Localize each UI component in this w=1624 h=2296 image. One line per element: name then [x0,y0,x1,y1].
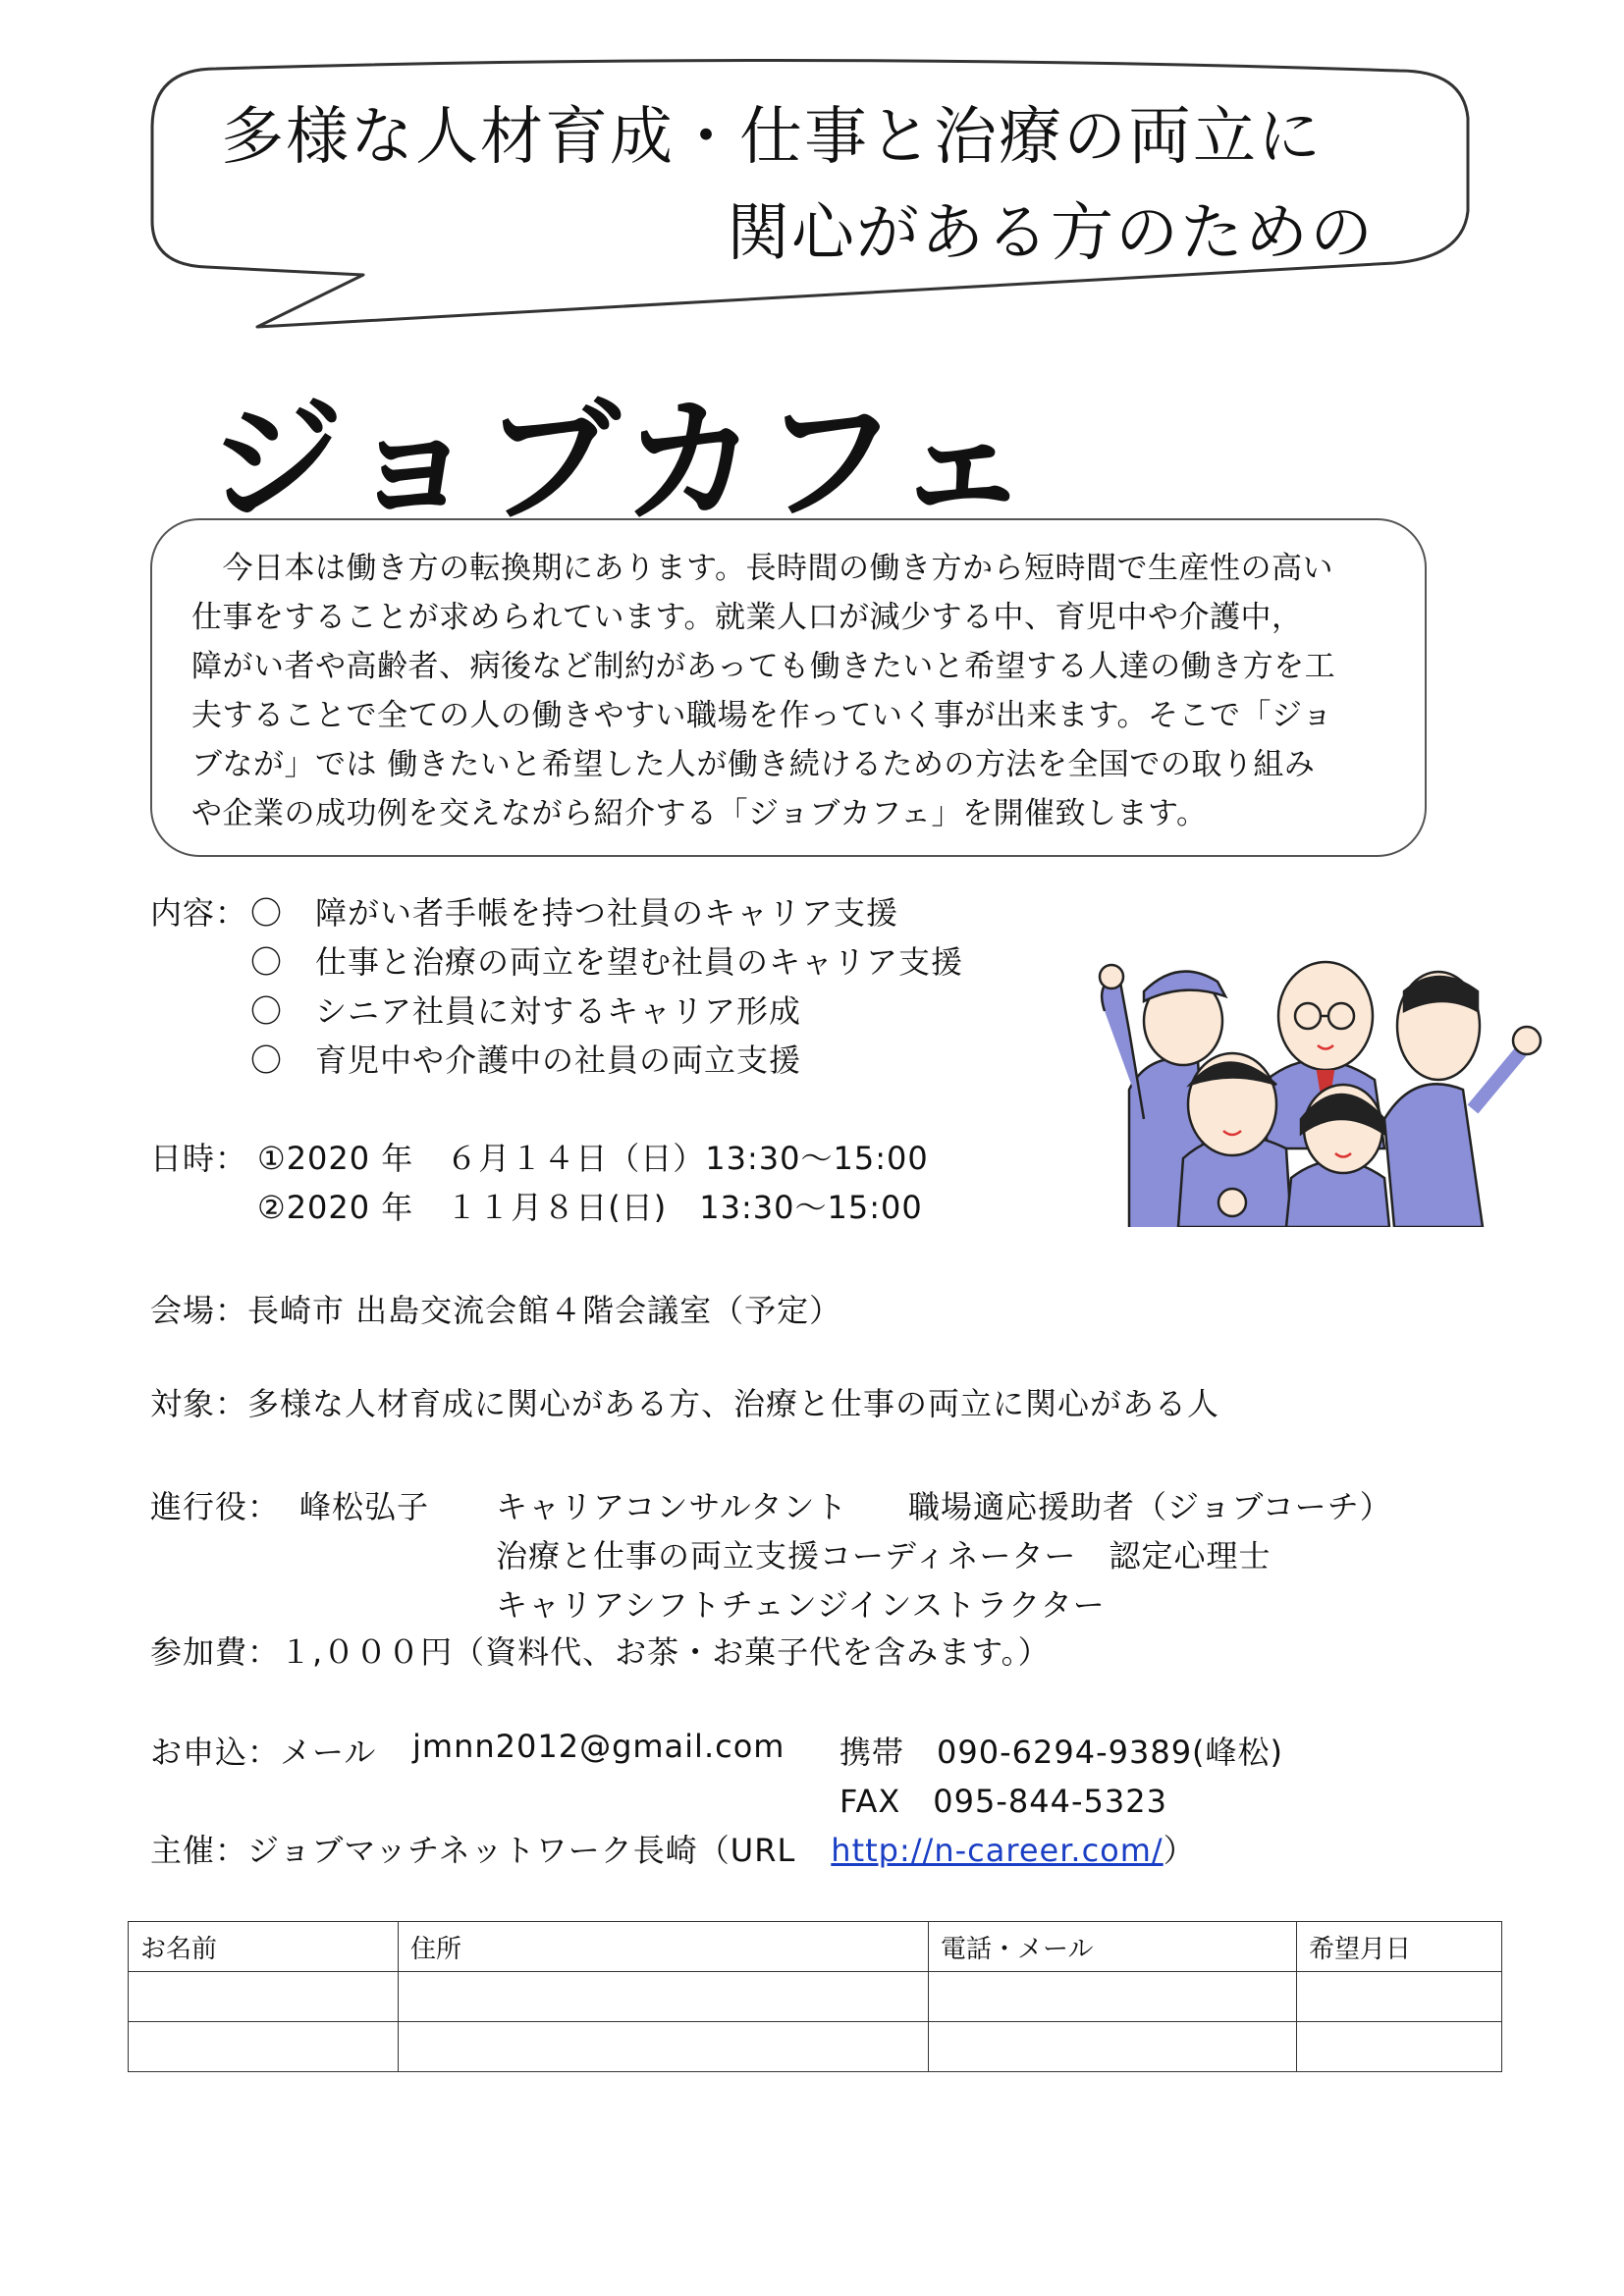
table-row [129,2022,1502,2072]
bubble-line-1: 多様な人材育成・仕事と治療の両立に [221,101,1323,174]
header-preferred-date: 希望月日 [1297,1922,1502,1972]
organizer-url-link[interactable]: http://n-career.com/ [831,1832,1164,1869]
table-cell[interactable] [1297,1972,1502,2022]
fee: 参加費：１,０００円（資料代、お茶・お菓子代を含みます。） [150,1633,1051,1671]
page-title: ジョブカフェ [208,383,1034,541]
organizer [150,1826,1196,1871]
table-cell[interactable] [129,2022,399,2072]
table-cell[interactable] [129,1972,399,2022]
header-address: 住所 [399,1922,929,1972]
application-form-table [128,1921,1502,2072]
organizer-suffix: ） [1163,1832,1196,1869]
table-cell[interactable] [399,2022,929,2072]
header-contact: 電話・メール [929,1922,1297,1972]
venue: 会場：長崎市 出島交流会館４階会議室（予定） [150,1292,842,1329]
speech-bubble [0,0,1624,353]
facilitator-label: 進行役： [150,1488,281,1525]
bubble-line-2: 関心がある方のための [727,197,1375,270]
intro-line: 障がい者や高齢者、病後など制約があっても働きたいと希望する人達の働き方を工 [191,649,1336,684]
intro-line: 仕事をすることが求められています。就業人口が減少する中、育児中や介護中， [191,600,1303,635]
target-audience: 対象：多様な人材育成に関心がある方、治療と仕事の両立に関心がある人 [150,1385,1220,1422]
contents-item: 〇 育児中や介護中の社員の両立支援 [250,1041,802,1079]
table-cell[interactable] [929,1972,1297,2022]
datetime-line-1: ①2020 年 ６月１４日（日）13:30～15:00 [257,1140,929,1177]
datetime-label: 日時： [150,1140,248,1177]
facilitator-role: キャリアコンサルタント [496,1488,848,1525]
intro-line: や企業の成功例を交えながら紹介する「ジョブカフェ」を開催致します。 [191,796,1208,831]
intro-line: ブなが」では 働きたいと希望した人が働き続けるための方法を全国での取り組み [191,747,1316,782]
facilitator-name: 峰松弘子 [299,1488,430,1525]
facilitator-role: キャリアシフトチェンジインストラクター [496,1586,1106,1624]
apply-email[interactable]: jmnn2012@gmail.com [412,1728,785,1765]
workers-illustration [1090,923,1551,1227]
intro-line: 今日本は働き方の転換期にあります。長時間の働き方から短時間で生産性の高い [191,551,1334,586]
apply-fax: FAX 095-844-5323 [839,1783,1167,1820]
contents-label: 内容： [150,894,248,932]
table-cell[interactable] [1297,2022,1502,2072]
table-cell[interactable] [399,1972,929,2022]
contents-item: 〇 障がい者手帳を持つ社員のキャリア支援 [250,894,899,932]
contents-item: 〇 シニア社員に対するキャリア形成 [250,992,802,1030]
intro-box [150,518,1427,857]
header-name: お名前 [129,1922,399,1972]
table-row [129,1972,1502,2022]
organizer-prefix: 主催：ジョブマッチネットワーク長崎（URL [150,1832,796,1869]
contents-item: 〇 仕事と治療の両立を望む社員のキャリア支援 [250,943,964,981]
apply-label: お申込：メール [150,1734,377,1771]
intro-line: 夫することで全ての人の働きやすい職場を作っていく事が出来ます。そこで「ジョ [191,698,1333,733]
apply-mobile: 携帯 090-6294-9389(峰松) [839,1734,1284,1771]
facilitator-role: 治療と仕事の両立支援コーディネーター 認定心理士 [496,1537,1272,1575]
facilitator-role: 職場適応援助者（ジョブコーチ） [908,1488,1392,1525]
table-header-row [129,1922,1502,1972]
datetime-line-2: ②2020 年 １１月８日(日) 13:30～15:00 [257,1189,923,1226]
table-cell[interactable] [929,2022,1297,2072]
